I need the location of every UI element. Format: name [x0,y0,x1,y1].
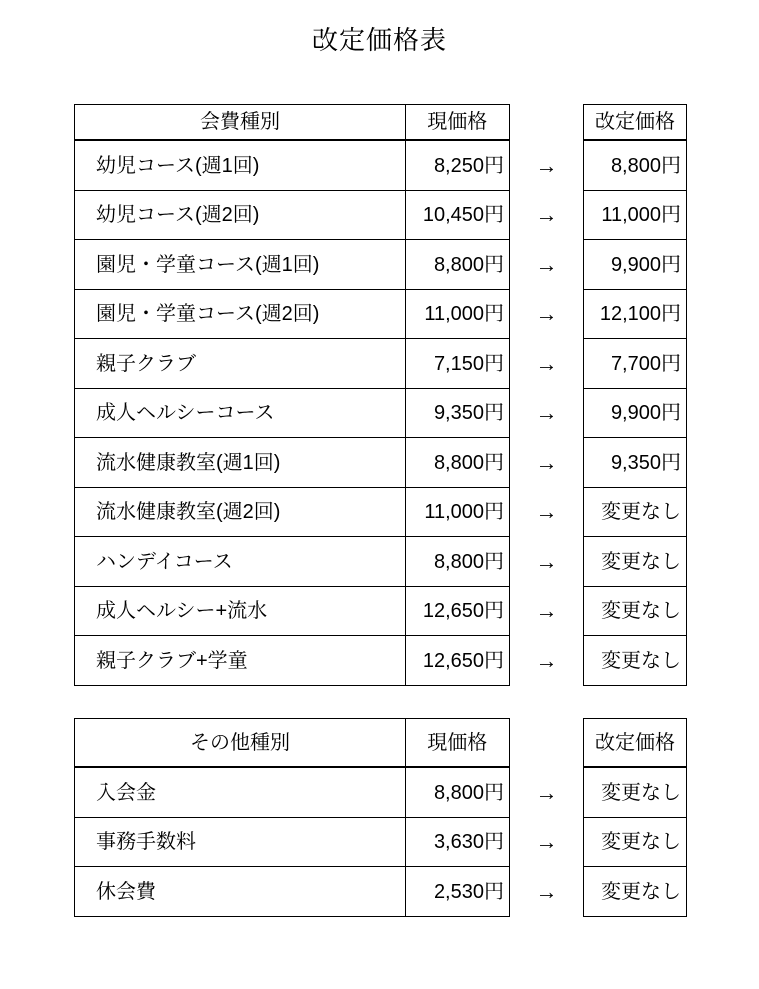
table-row [74,338,759,389]
current-price-cell: 10,450円 [405,190,511,241]
revised-price-cell: 変更なし [583,536,687,587]
revised-price-cell: 8,800円 [583,140,687,191]
current-price-cell: 9,350円 [405,388,511,439]
table-row [74,487,759,538]
revised-price-cell: 12,100円 [583,289,687,340]
course-name-cell: ハンデイコース [74,536,406,587]
course-name-cell: 流水健康教室(週1回) [74,437,406,488]
table-header-row [74,718,759,767]
fee-name-cell: 入会金 [74,767,406,818]
current-price-cell: 8,800円 [405,437,511,488]
revised-price-cell: 7,700円 [583,338,687,389]
course-name-cell: 幼児コース(週2回) [74,190,406,241]
course-name-cell: 幼児コース(週1回) [74,140,406,191]
revised-price-cell: 11,000円 [583,190,687,241]
table-row [74,817,759,868]
arrow-icon: → [535,350,558,376]
table-header-row [74,104,759,140]
table-row [74,767,759,818]
revised-price-cell: 変更なし [583,817,687,868]
column-header-current-price: 現価格 [405,718,511,767]
revised-price-cell: 変更なし [583,586,687,637]
course-name-cell: 園児・学童コース(週2回) [74,289,406,340]
arrow-icon: → [535,779,558,805]
course-name-cell: 成人ヘルシー+流水 [74,586,406,637]
table-row [74,437,759,488]
table-row [74,239,759,290]
current-price-cell: 11,000円 [405,487,511,538]
current-price-cell: 12,650円 [405,635,511,686]
arrow-icon: → [535,499,558,524]
column-header-revised-price: 改定価格 [583,104,687,140]
arrow-icon: → [535,301,558,326]
current-price-cell: 2,530円 [405,866,511,917]
arrow-icon: → [535,598,558,623]
arrow-icon: → [535,449,558,475]
membership-price-table [74,104,759,686]
column-header-category: 会費種別 [74,104,406,140]
table-row [74,536,759,587]
header-gap [510,718,583,767]
arrow-icon: → [535,548,558,574]
column-header-category: その他種別 [74,718,406,767]
table-row [74,289,759,340]
arrow-icon: → [535,400,558,425]
revised-price-cell: 9,900円 [583,239,687,290]
course-name-cell: 親子クラブ+学童 [74,635,406,686]
course-name-cell: 成人ヘルシーコース [74,388,406,439]
current-price-cell: 8,800円 [405,536,511,587]
page-title: 改定価格表 [311,25,447,55]
table-row [74,866,759,917]
current-price-cell: 8,250円 [405,140,511,191]
other-fees-table [74,718,759,917]
arrow-icon: → [535,251,558,277]
current-price-cell: 11,000円 [405,289,511,340]
revised-price-cell: 9,350円 [583,437,687,488]
arrow-icon: → [535,647,558,673]
column-header-revised-price: 改定価格 [583,718,687,767]
revised-price-cell: 変更なし [583,866,687,917]
revised-price-cell: 変更なし [583,635,687,686]
revised-price-cell: 変更なし [583,487,687,538]
revised-price-cell: 変更なし [583,767,687,818]
course-name-cell: 親子クラブ [74,338,406,389]
fee-name-cell: 事務手数料 [74,817,406,868]
current-price-cell: 8,800円 [405,239,511,290]
table-row [74,635,759,686]
arrow-icon: → [535,202,558,227]
current-price-cell: 12,650円 [405,586,511,637]
arrow-icon: → [535,152,558,178]
current-price-cell: 3,630円 [405,817,511,868]
revised-price-cell: 9,900円 [583,388,687,439]
table-row [74,586,759,637]
header-gap [510,104,583,140]
fee-name-cell: 休会費 [74,866,406,917]
table-row [74,140,759,191]
table-row [74,190,759,241]
arrow-icon: → [535,829,558,854]
arrow-icon: → [535,878,558,904]
course-name-cell: 園児・学童コース(週1回) [74,239,406,290]
current-price-cell: 7,150円 [405,338,511,389]
table-row [74,388,759,439]
column-header-current-price: 現価格 [405,104,511,140]
course-name-cell: 流水健康教室(週2回) [74,487,406,538]
current-price-cell: 8,800円 [405,767,511,818]
